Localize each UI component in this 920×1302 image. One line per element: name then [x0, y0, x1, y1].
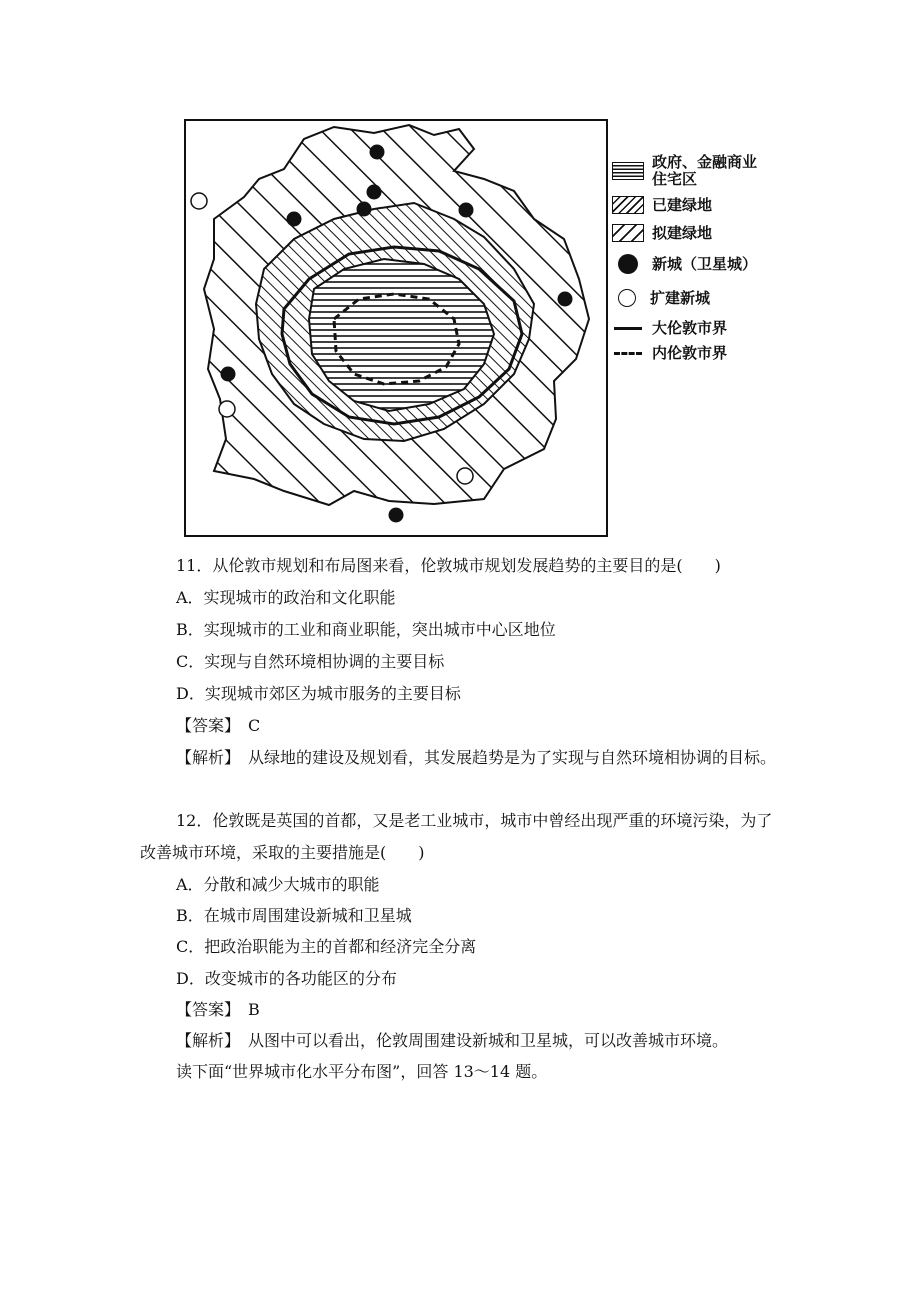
legend-new-town: [612, 254, 757, 274]
q11-option-a: A．实现城市的政治和文化职能: [176, 588, 396, 607]
next-section-intro: 读下面“世界城市化水平分布图”，回答 13～14 题。: [176, 1062, 548, 1081]
legend-label: 内伦敦市界: [652, 344, 728, 362]
new-town-marker: [389, 508, 404, 523]
q11-analysis: 【解析】 从绿地的建设及规划看，其发展趋势是为了实现与自然环境相协调的目标。: [176, 748, 777, 767]
q11-stem: 11．从伦敦市规划和布局图来看，伦敦城市规划发展趋势的主要目的是( ): [176, 556, 721, 575]
q12-answer: 【答案】 B: [176, 1000, 260, 1019]
q11-option-d: D．实现城市郊区为城市服务的主要目标: [176, 684, 461, 703]
legend-label: 新城（卫星城）: [652, 254, 758, 273]
q11-option-c: C．实现与自然环境相协调的主要目标: [176, 652, 445, 671]
legend-label: 拟建绿地: [652, 223, 713, 242]
new-town-marker: [459, 203, 474, 218]
q12-option-a: A．分散和减少大城市的职能: [176, 875, 380, 894]
legend-label: 已建绿地: [652, 195, 713, 214]
legend-expanded-town: [612, 289, 710, 307]
legend-greater-london: [612, 320, 727, 337]
horizontal-stripe-swatch: [612, 162, 644, 180]
legend-label: 大伦敦市界: [652, 319, 728, 337]
q12-analysis: 【解析】 从图中可以看出，伦敦周围建设新城和卫星城，可以改善城市环境。: [176, 1031, 729, 1050]
legend-label: 住宅区: [652, 170, 698, 188]
q11-option-b: B．实现城市的工业和商业职能，突出城市中心区地位: [176, 620, 556, 639]
map-legend: [612, 150, 832, 370]
solid-line-icon: [614, 327, 642, 330]
legend-planned-green: [612, 224, 712, 242]
legend-label: 扩建新城: [650, 288, 711, 307]
q12-option-b: B．在城市周围建设新城和卫星城: [176, 906, 412, 925]
legend-built-green: [612, 196, 712, 214]
dense-hatch-swatch: [612, 196, 644, 214]
new-town-marker: [370, 145, 385, 160]
q12-option-d: D．改变城市的各功能区的分布: [176, 969, 397, 988]
q12-stem-line2: 改善城市环境，采取的主要措施是( ): [140, 843, 425, 862]
london-planning-map: [184, 119, 608, 537]
new-town-marker: [357, 202, 372, 217]
expanded-town-marker: [191, 193, 207, 209]
expanded-town-marker: [219, 401, 235, 417]
new-town-marker: [287, 212, 302, 227]
new-town-marker: [221, 367, 236, 382]
legend-gov-finance: [612, 154, 757, 188]
q12-stem-line1: 12．伦敦既是英国的首都，又是老工业城市，城市中曾经出现严重的环境污染，为了: [176, 811, 773, 830]
q12-option-c: C．把政治职能为主的首都和经济完全分离: [176, 937, 477, 956]
new-town-marker: [367, 185, 382, 200]
filled-circle-icon: [618, 254, 638, 274]
expanded-town-marker: [457, 468, 473, 484]
new-town-marker: [558, 292, 573, 307]
dashed-line-icon: [614, 352, 642, 355]
legend-label: 政府、金融商业: [652, 153, 758, 171]
open-circle-icon: [618, 289, 636, 307]
sparse-hatch-swatch: [612, 224, 644, 242]
q11-answer: 【答案】 C: [176, 716, 261, 735]
legend-inner-london: [612, 345, 727, 362]
